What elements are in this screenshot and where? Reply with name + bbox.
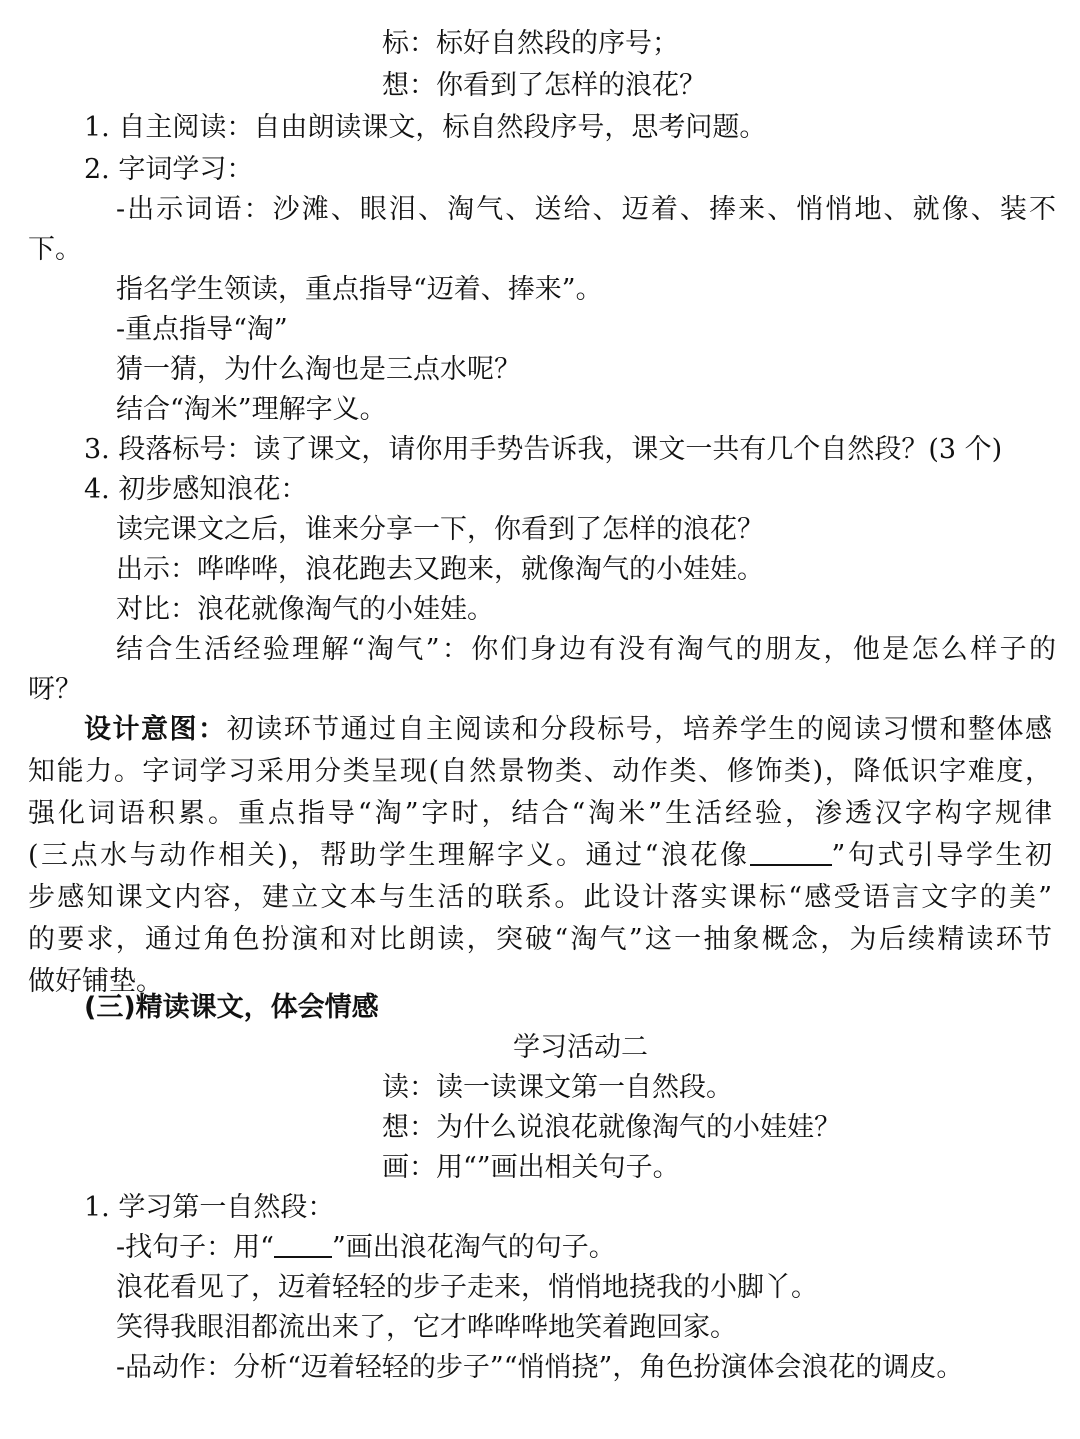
activity-2-think-line: 想：为什么说浪花就像淘气的小娃娃？ (382, 1112, 841, 1143)
step-2-vocabulary: 2. 字词学习： (84, 154, 254, 185)
compare-sentence-line: 对比：浪花就像淘气的小娃娃。 (116, 594, 494, 625)
example-sentence-1: 浪花看见了，迈着轻轻的步子走来，悄悄地挠我的小脚丫。 (116, 1272, 818, 1303)
analyze-actions-line: -品动作：分析“迈着轻轻的步子”“悄悄挠”，角色扮演体会浪花的调皮。 (116, 1352, 964, 1383)
underline-blank (274, 1256, 332, 1258)
design-intent-line-7: 做好铺垫。 (28, 966, 163, 997)
fill-blank (750, 864, 832, 866)
find-sentences-text-b: ”画出浪花淘气的句子。 (331, 1232, 616, 1263)
design-intent-text-1: 初读环节通过自主阅读和分段标号，培养学生的阅读习惯和整体感 (226, 714, 1053, 745)
show-sentence-line: 出示：哗哗哗，浪花跑去又跑来，就像淘气的小娃娃。 (116, 554, 764, 585)
step-1-first-paragraph: 1. 学习第一自然段： (84, 1192, 335, 1223)
step-3-paragraph-numbering: 3. 段落标号：读了课文，请你用手势告诉我，课文一共有几个自然段？(3 个) (84, 434, 1003, 465)
example-sentence-2: 笑得我眼泪都流出来了，它才哗哗哗地笑着跑回家。 (116, 1312, 737, 1343)
share-question-line: 读完课文之后，谁来分享一下，你看到了怎样的浪花？ (116, 514, 764, 545)
vocabulary-words-line: -出示词语：沙滩、眼泪、淘气、送给、迈着、捧来、悄悄地、就像、装不 (116, 194, 1056, 225)
activity-2-read-line: 读：读一读课文第一自然段。 (382, 1072, 733, 1103)
activity-2-draw-line: 画：用“”画出相关句子。 (382, 1152, 680, 1183)
find-sentences-line (116, 1228, 616, 1268)
design-intent-text-4a: (三点水与动作相关)，帮助学生理解字义。通过“浪花像 (28, 840, 750, 871)
design-intent-line-6: 的要求，通过角色扮演和对比朗读，突破“淘气”这一抽象概念，为后续精读环节 (28, 924, 1052, 955)
life-experience-line: 结合生活经验理解“淘气”：你们身边有没有淘气的朋友，他是怎么样子的 (116, 634, 1056, 665)
design-intent-line-3: 强化词语积累。重点指导“淘”字时，结合“淘米”生活经验，渗透汉字构字规律 (28, 798, 1052, 829)
design-intent-line-2: 知能力。字词学习采用分类呈现(自然景物类、动作类、修饰类)，降低识字难度， (28, 756, 1052, 787)
activity-think-line: 想：你看到了怎样的浪花？ (382, 70, 706, 101)
design-intent-label: 设计意图： (84, 714, 227, 745)
find-sentences-text-a: -找句子：用“ (116, 1232, 274, 1263)
guess-question-line: 猜一猜，为什么淘也是三点水呢？ (116, 354, 521, 385)
design-intent-text-4b: ”句式引导学生初 (831, 840, 1052, 871)
focus-character-line: -重点指导“淘” (116, 314, 288, 345)
activity-2-title: 学习活动二 (513, 1032, 648, 1063)
life-experience-wrap: 呀？ (28, 674, 82, 705)
vocabulary-words-wrap: 下。 (28, 234, 82, 265)
design-intent-line-4 (28, 836, 1052, 876)
design-intent-line-5: 步感知课文内容，建立文本与生活的联系。此设计落实课标“感受语言文字的美” (28, 882, 1052, 913)
activity-mark-line: 标：标好自然段的序号； (382, 28, 679, 59)
character-meaning-line: 结合“淘米”理解字义。 (116, 394, 387, 425)
lead-reading-line: 指名学生领读，重点指导“迈着、捧来”。 (116, 274, 603, 305)
design-intent-line-1 (84, 710, 1052, 750)
step-4-perceive-waves: 4. 初步感知浪花： (84, 474, 308, 505)
section-3-heading: (三)精读课文，体会情感 (84, 992, 379, 1023)
step-1-self-reading: 1. 自主阅读：自由朗读课文，标自然段序号，思考问题。 (84, 112, 767, 143)
